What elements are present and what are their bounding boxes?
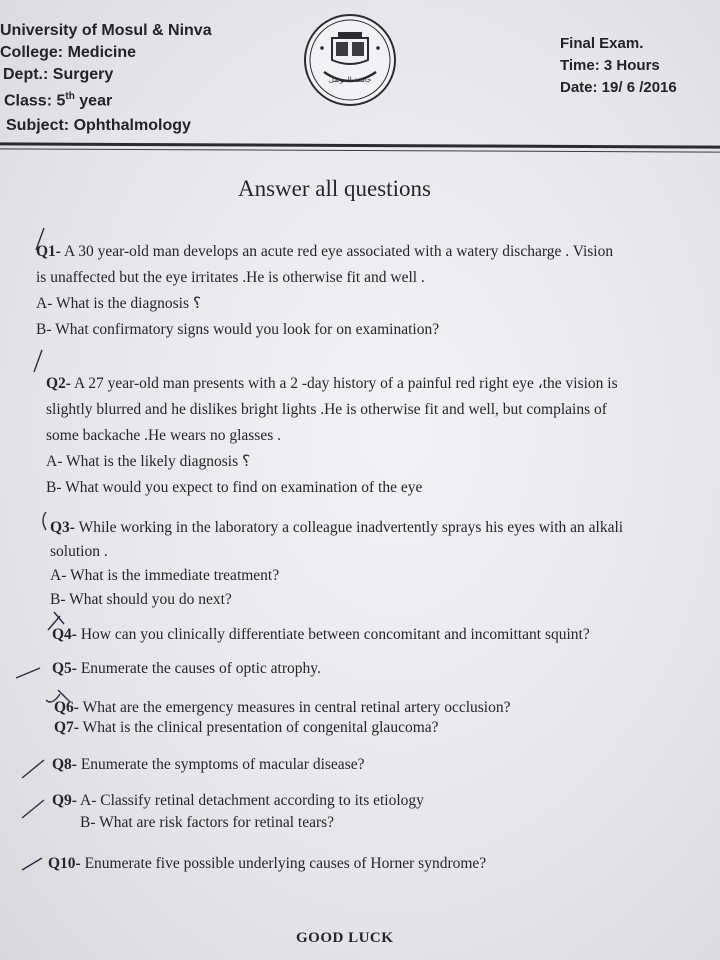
subject-name: Subject: Ophthalmology <box>6 117 191 135</box>
question-line: some backache .He wears no glasses . <box>46 427 281 444</box>
question-part-a: A- What is the immediate treatment? <box>50 567 280 584</box>
question-number: Q4- <box>52 626 77 643</box>
pen-mark-icon <box>16 668 40 678</box>
header-divider-thick <box>0 142 720 148</box>
question-line: solution . <box>50 543 108 560</box>
question-number: Q1- <box>36 243 61 260</box>
question-line: Q1- A 30 year-old man develops an acute red eye associated with a watery discharge . Vision <box>36 243 614 260</box>
class-year: Class: 5th year <box>4 91 113 110</box>
logo-arabic-text: جامعة الموصل <box>328 76 372 84</box>
question-number: Q3- <box>50 519 75 536</box>
exam-type: Final Exam. <box>560 35 644 52</box>
question-8 <box>52 752 364 778</box>
question-part-a: A- What is the likely diagnosis ؟ <box>46 453 251 470</box>
question-number: Q8- <box>52 756 77 773</box>
header-divider-thin <box>0 148 720 152</box>
question-number: Q10- <box>48 855 81 872</box>
question-text: What are the emergency measures in central retinal artery occlusion? <box>82 699 511 716</box>
question-text: What is the clinical presentation of congenital glaucoma? <box>82 719 439 736</box>
question-line: slightly blurred and he dislikes bright lights .He is otherwise fit and well, but complains of <box>46 401 607 418</box>
pen-mark-icon <box>22 800 44 818</box>
university-name: University of Mosul & Ninva <box>0 22 212 39</box>
question-7 <box>54 718 439 738</box>
question-text: Enumerate five possible underlying causes of Horner syndrome? <box>84 855 487 872</box>
question-9 <box>52 790 424 834</box>
question-part-b: B- What should you do next? <box>50 591 232 608</box>
question-line: is unaffected but the eye irritates .He is otherwise fit and well . <box>36 269 425 286</box>
question-2 <box>46 371 618 501</box>
question-1 <box>36 239 613 343</box>
pen-mark-icon <box>34 350 42 372</box>
question-part-b: B- What are risk factors for retinal tears? <box>80 814 335 831</box>
question-number: Q7- <box>54 719 79 736</box>
pen-mark-icon <box>43 512 46 530</box>
question-line: Q2- A 27 year-old man presents with a 2 -day history of a painful red right eye ،the vision is <box>46 375 618 392</box>
university-seal-logo <box>302 12 398 108</box>
question-3 <box>50 516 623 612</box>
question-10 <box>48 851 486 877</box>
exam-instructions-title: Answer all questions <box>238 176 431 201</box>
department-name: Dept.: Surgery <box>3 66 114 83</box>
question-number: Q5- <box>52 660 77 677</box>
question-4 <box>52 622 590 648</box>
good-luck-footer: GOOD LUCK <box>296 930 394 946</box>
question-5 <box>52 656 321 682</box>
pen-mark-icon <box>22 858 42 870</box>
pen-mark-icon <box>22 760 44 778</box>
question-part-a: Q9- A- Classify retinal detachment according to its etiology <box>52 792 424 809</box>
question-number: Q6- <box>54 699 79 716</box>
exam-time: Time: 3 Hours <box>560 57 660 74</box>
question-line: Q3- While working in the laboratory a colleague inadvertently sprays his eyes with an alkali <box>50 519 624 536</box>
question-text: Enumerate the symptoms of macular disease? <box>80 756 365 773</box>
question-number: Q2- <box>46 375 71 392</box>
question-part-b: B- What would you expect to find on examination of the eye <box>46 479 423 496</box>
exam-date: Date: 19/ 6 /2016 <box>560 79 677 96</box>
question-number: Q9- <box>52 792 77 809</box>
exam-header-right <box>560 33 677 99</box>
question-text: How can you clinically differentiate between concomitant and incomittant squint? <box>80 626 590 643</box>
question-part-a: A- What is the diagnosis ؟ <box>36 295 202 312</box>
question-text: Enumerate the causes of optic atrophy. <box>80 660 321 677</box>
exam-header-left <box>0 20 212 137</box>
college-name: College: Medicine <box>0 44 137 61</box>
question-part-b: B- What confirmatory signs would you look for on examination? <box>36 321 440 338</box>
question-6 <box>54 698 511 718</box>
